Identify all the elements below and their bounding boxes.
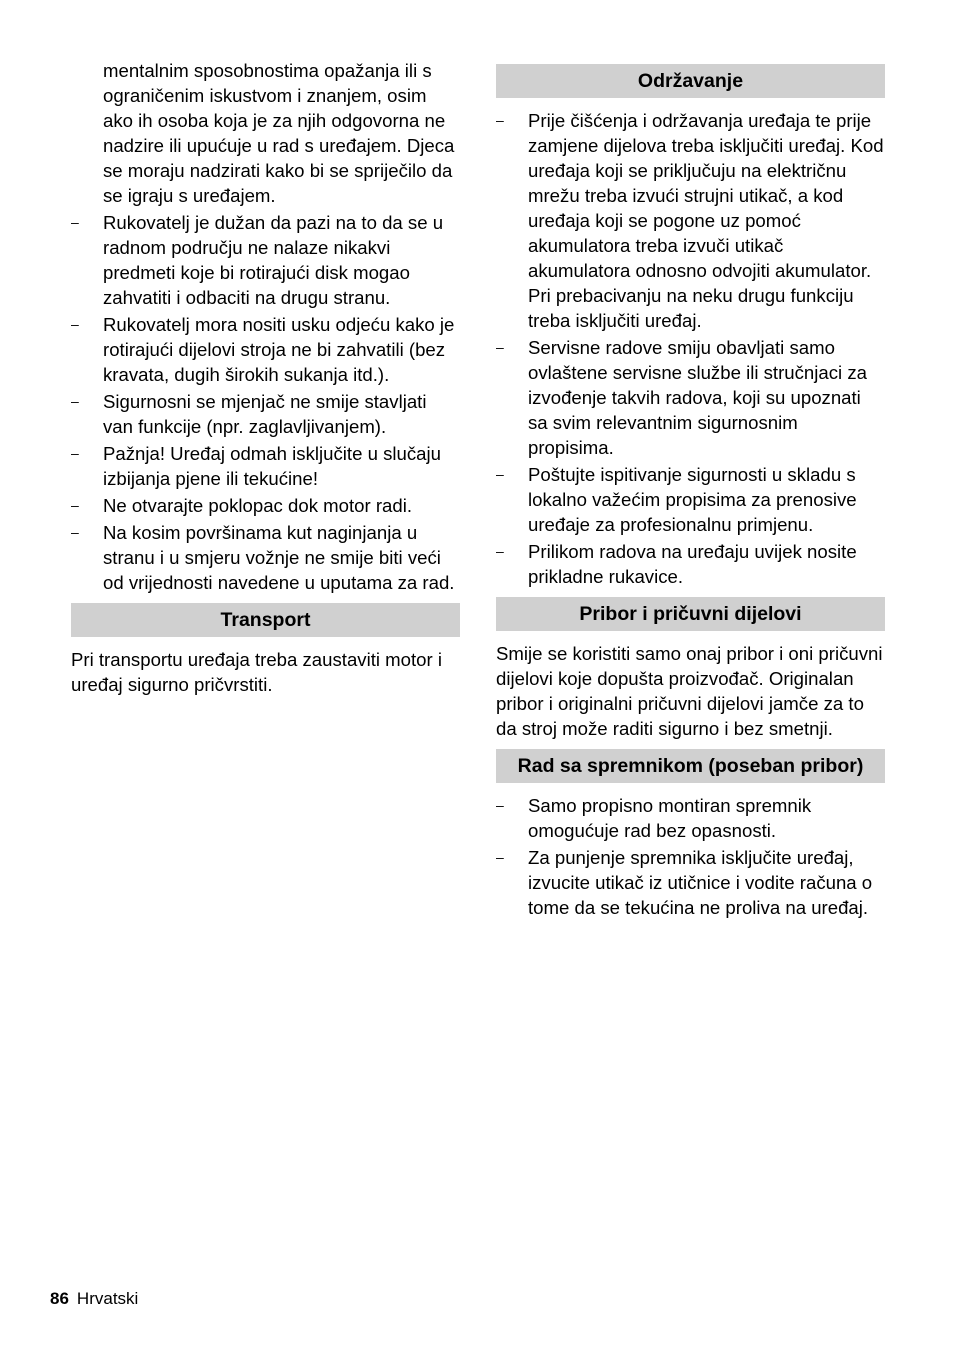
dash-bullet: – — [496, 112, 504, 128]
section-heading-maintenance: Održavanje — [496, 64, 885, 98]
list-item: – Rukovatelj je dužan da pazi na to da se u radnom području ne nalaze nikakvi predmeti koje bi rotirajući disk mogao zahvatiti i odbaciti na drugu stranu. — [71, 212, 444, 308]
language-label: Hrvatski — [76, 1289, 139, 1308]
dash-bullet: – — [71, 393, 79, 409]
list-item: – Za punjenje spremnika isključite uređaj, izvucite utikač iz utičnice i vodite računa o tome da se tekućina ne proliva na uređaj. — [496, 847, 873, 918]
right-column — [496, 64, 885, 922]
dash-bullet: – — [496, 466, 504, 482]
transport-paragraph: Pri transportu uređaja treba zaustaviti motor i uređaj sigurno pričvrstiti. — [71, 649, 443, 695]
list-item: – Pažnja! Uređaj odmah isključite u slučaju izbijanja pjene ili tekućine! — [71, 443, 441, 489]
dash-bullet: – — [496, 797, 504, 813]
continuation-text: mentalnim sposobnostima opažanja ili s ograničenim iskustvom i znanjem, osim ako ih osoba koja je za njih odgovorna ne nadzire ili upućuje u rad s uređajem. Djeca se moraju nadzirati kako bi se spriječilo da se igraju s uređajem. — [103, 60, 455, 206]
dash-bullet: – — [496, 849, 504, 865]
list-item: – Samo propisno montiran spremnik omogućuje rad bez opasnosti. — [496, 795, 812, 841]
dash-bullet: – — [71, 445, 79, 461]
dash-bullet: – — [496, 543, 504, 559]
list-item: – Servisne radove smiju obavljati samo ovlaštene servisne službe ili stručnjaci za izvođenje takvih radova, koji su upoznati sa svim relevantnim sigurnosnim propisima. — [496, 337, 867, 458]
section-heading-tank: Rad sa spremnikom (poseban pribor) — [496, 749, 885, 783]
dash-bullet: – — [496, 339, 504, 355]
dash-bullet: – — [71, 316, 79, 332]
left-column — [71, 58, 460, 703]
page-footer — [50, 1289, 138, 1309]
section-heading-accessories: Pribor i pričuvni dijelovi — [496, 597, 885, 631]
dash-bullet: – — [71, 497, 79, 513]
dash-bullet: – — [71, 214, 79, 230]
list-item: – Prilikom radova na uređaju uvijek nosite prikladne rukavice. — [496, 541, 857, 587]
accessories-paragraph: Smije se koristiti samo onaj pribor i oni pričuvni dijelovi koje dopušta proizvođač. Originalan pribor i originalni pričuvni dijelovi jamče za to da stroj može raditi sigurno i bez smetnji. — [496, 643, 883, 739]
list-item: – Prije čišćenja i održavanja uređaja te prije zamjene dijelova treba isključiti uređaj. Kod uređaja koji se priključuju na električnu mrežu treba izvući strujni utikač, a kod uređaja koji se pogone uz pomoć akumulatora treba izvuči utikač akumulatora odnosno odvojiti akumulator. Pri prebacivanju na neku drugu funkciju treba isključiti uređaj. — [496, 110, 884, 331]
list-item: – Ne otvarajte poklopac dok motor radi. — [71, 495, 413, 516]
page-number: 86 — [50, 1289, 69, 1308]
list-item: – Na kosim površinama kut naginjanja u stranu i u smjeru vožnje ne smije biti veći od vrijednosti navedene u uputama za rad. — [71, 522, 455, 593]
list-item: – Poštujte ispitivanje sigurnosti u skladu s lokalno važećim propisima za prenosive uređaje za profesionalnu primjenu. — [496, 464, 857, 535]
dash-bullet: – — [71, 524, 79, 540]
list-item: – Sigurnosni se mjenjač ne smije stavljati van funkcije (npr. zaglavljivanjem). — [71, 391, 427, 437]
section-heading-transport: Transport — [71, 603, 460, 637]
list-item: – Rukovatelj mora nositi usku odjeću kako je rotirajući dijelovi stroja ne bi zahvatili (bez kravata, dugih širokih sukanja itd.). — [71, 314, 455, 385]
